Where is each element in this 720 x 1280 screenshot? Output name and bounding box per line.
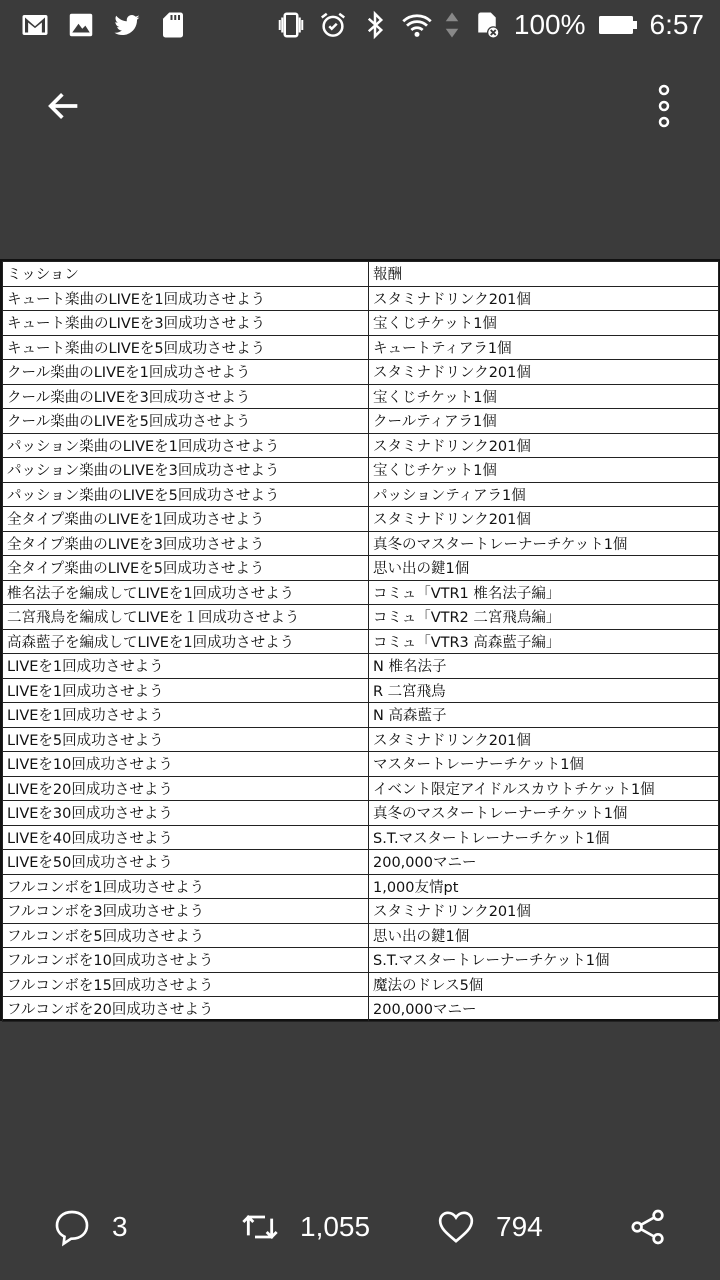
table-row [3, 531, 719, 556]
tweet-image[interactable] [0, 259, 720, 1021]
image-icon [66, 10, 96, 40]
notification-icons [20, 10, 188, 40]
system-icons [276, 9, 704, 41]
table-row [3, 776, 719, 801]
table-row [3, 433, 719, 458]
reward-cell: 200,000マニー [369, 850, 719, 875]
mission-cell: LIVEを1回成功させよう [3, 678, 369, 703]
mission-cell: フルコンボを5回成功させよう [3, 923, 369, 948]
mission-cell: パッション楽曲のLIVEを3回成功させよう [3, 458, 369, 483]
table-row [3, 850, 719, 875]
mission-table-body [3, 286, 719, 1021]
mission-cell: 高森藍子を編成してLIVEを1回成功させよう [3, 629, 369, 654]
table-row [3, 678, 719, 703]
header-reward: 報酬 [369, 262, 719, 287]
sd-card-icon [158, 10, 188, 40]
mission-cell: フルコンボを3回成功させよう [3, 899, 369, 924]
reward-cell: N 高森藍子 [369, 703, 719, 728]
reward-cell: S.T.マスタートレーナーチケット1個 [369, 948, 719, 973]
reward-cell: 思い出の鍵1個 [369, 556, 719, 581]
data-arrows-icon [444, 10, 460, 40]
mission-cell: LIVEを30回成功させよう [3, 801, 369, 826]
table-row [3, 972, 719, 997]
retweet-count: 1,055 [300, 1211, 371, 1242]
table-row [3, 899, 719, 924]
mission-cell: LIVEを5回成功させよう [3, 727, 369, 752]
mission-cell: フルコンボを1回成功させよう [3, 874, 369, 899]
mission-cell: キュート楽曲のLIVEを3回成功させよう [3, 311, 369, 336]
reply-button[interactable] [52, 1207, 128, 1247]
wifi-icon [402, 10, 432, 40]
reward-cell: スタミナドリンク201個 [369, 507, 719, 532]
reward-cell: キュートティアラ1個 [369, 335, 719, 360]
table-row [3, 360, 719, 385]
table-row [3, 825, 719, 850]
reward-cell: 200,000マニー [369, 997, 719, 1022]
reward-cell: 1,000友情pt [369, 874, 719, 899]
alarm-icon [318, 10, 348, 40]
reward-cell: クールティアラ1個 [369, 409, 719, 434]
table-header-row [3, 262, 719, 287]
arrow-back-icon [44, 86, 84, 126]
table-row [3, 948, 719, 973]
twitter-icon [112, 10, 142, 40]
back-button[interactable] [40, 82, 88, 130]
table-row [3, 286, 719, 311]
reward-cell: 思い出の鍵1個 [369, 923, 719, 948]
reward-cell: 宝くじチケット1個 [369, 384, 719, 409]
reward-cell: マスタートレーナーチケット1個 [369, 752, 719, 777]
mission-cell: フルコンボを15回成功させよう [3, 972, 369, 997]
battery-icon [598, 10, 638, 40]
mission-cell: クール楽曲のLIVEを3回成功させよう [3, 384, 369, 409]
retweet-button[interactable] [240, 1207, 370, 1247]
reward-cell: パッションティアラ1個 [369, 482, 719, 507]
reward-cell: コミュ「VTR3 高森藍子編」 [369, 629, 719, 654]
mission-cell: 全タイプ楽曲のLIVEを3回成功させよう [3, 531, 369, 556]
table-row [3, 605, 719, 630]
mission-cell: キュート楽曲のLIVEを1回成功させよう [3, 286, 369, 311]
status-bar [0, 0, 720, 50]
reward-cell: R 二宮飛鳥 [369, 678, 719, 703]
reward-cell: 真冬のマスタートレーナーチケット1個 [369, 801, 719, 826]
reply-count: 3 [112, 1211, 128, 1242]
heart-icon [436, 1207, 476, 1247]
table-row [3, 384, 719, 409]
reward-cell: コミュ「VTR1 椎名法子編」 [369, 580, 719, 605]
mission-cell: フルコンボを20回成功させよう [3, 997, 369, 1022]
battery-percent: 100% [513, 9, 586, 40]
mission-table [2, 261, 719, 1022]
retweet-icon [240, 1207, 280, 1247]
table-row [3, 923, 719, 948]
reward-cell: S.T.マスタートレーナーチケット1個 [369, 825, 719, 850]
mission-cell: LIVEを10回成功させよう [3, 752, 369, 777]
mission-cell: LIVEを50回成功させよう [3, 850, 369, 875]
mission-cell: クール楽曲のLIVEを5回成功させよう [3, 409, 369, 434]
mission-cell: LIVEを40回成功させよう [3, 825, 369, 850]
clock: 6:57 [649, 9, 704, 40]
mission-cell: LIVEを20回成功させよう [3, 776, 369, 801]
vibrate-icon [276, 10, 306, 40]
table-row [3, 752, 719, 777]
header-mission: ミッション [3, 262, 369, 287]
table-row [3, 801, 719, 826]
reward-cell: イベント限定アイドルスカウトチケット1個 [369, 776, 719, 801]
mission-cell: キュート楽曲のLIVEを5回成功させよう [3, 335, 369, 360]
table-row [3, 654, 719, 679]
sim-no-icon [472, 10, 502, 40]
table-row [3, 507, 719, 532]
more-vert-icon [652, 82, 676, 130]
table-row [3, 311, 719, 336]
reward-cell: スタミナドリンク201個 [369, 360, 719, 385]
mission-cell: 二宮飛鳥を編成してLIVEを１回成功させよう [3, 605, 369, 630]
reward-cell: 魔法のドレス5個 [369, 972, 719, 997]
mission-cell: LIVEを1回成功させよう [3, 703, 369, 728]
mission-cell: 全タイプ楽曲のLIVEを5回成功させよう [3, 556, 369, 581]
reply-bubble-icon [52, 1207, 92, 1247]
reward-cell: N 椎名法子 [369, 654, 719, 679]
reward-cell: スタミナドリンク201個 [369, 286, 719, 311]
table-row [3, 482, 719, 507]
table-row [3, 874, 719, 899]
mission-cell: LIVEを1回成功させよう [3, 654, 369, 679]
reward-cell: コミュ「VTR2 二宮飛鳥編」 [369, 605, 719, 630]
tweet-action-bar [0, 1195, 720, 1275]
share-icon [628, 1207, 668, 1247]
reward-cell: スタミナドリンク201個 [369, 433, 719, 458]
table-row [3, 629, 719, 654]
table-row [3, 727, 719, 752]
table-row [3, 335, 719, 360]
like-count: 794 [496, 1211, 543, 1242]
reward-cell: スタミナドリンク201個 [369, 727, 719, 752]
mission-cell: 全タイプ楽曲のLIVEを1回成功させよう [3, 507, 369, 532]
table-row [3, 409, 719, 434]
table-row [3, 580, 719, 605]
mission-cell: クール楽曲のLIVEを1回成功させよう [3, 360, 369, 385]
reward-cell: 宝くじチケット1個 [369, 311, 719, 336]
gmail-icon [20, 10, 50, 40]
more-options-button[interactable] [640, 80, 688, 132]
table-row [3, 703, 719, 728]
app-toolbar [0, 60, 720, 150]
mission-cell: 椎名法子を編成してLIVEを1回成功させよう [3, 580, 369, 605]
mission-cell: パッション楽曲のLIVEを1回成功させよう [3, 433, 369, 458]
table-row [3, 458, 719, 483]
reward-cell: 宝くじチケット1個 [369, 458, 719, 483]
bluetooth-icon [360, 10, 390, 40]
reward-cell: スタミナドリンク201個 [369, 899, 719, 924]
share-button[interactable] [628, 1207, 668, 1247]
like-button[interactable] [436, 1207, 543, 1247]
reward-cell: 真冬のマスタートレーナーチケット1個 [369, 531, 719, 556]
table-row [3, 997, 719, 1022]
mission-cell: パッション楽曲のLIVEを5回成功させよう [3, 482, 369, 507]
table-row [3, 556, 719, 581]
mission-cell: フルコンボを10回成功させよう [3, 948, 369, 973]
